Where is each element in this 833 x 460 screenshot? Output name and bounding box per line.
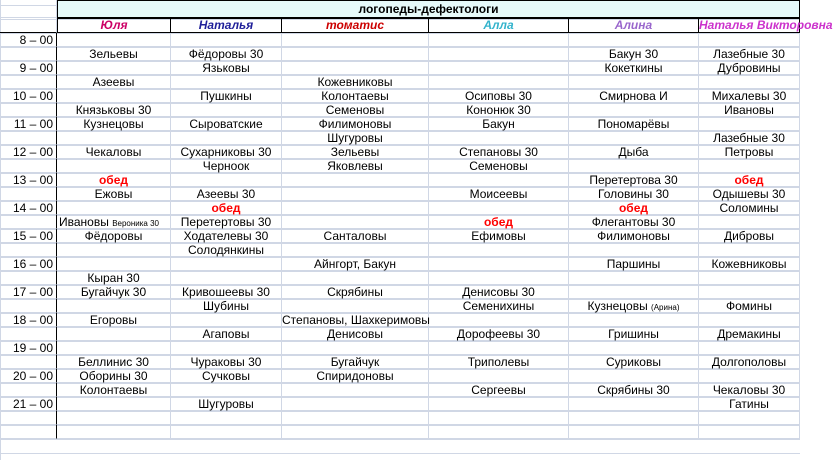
schedule-cell[interactable]: Оборины 30	[57, 369, 171, 383]
schedule-cell[interactable]	[282, 187, 429, 201]
schedule-cell[interactable]: Гришины	[569, 327, 699, 341]
schedule-cell[interactable]	[699, 243, 800, 257]
cell-note: Вероника 30	[112, 219, 160, 228]
schedule-cell[interactable]	[171, 383, 282, 397]
corner-cell[interactable]	[0, 0, 57, 18]
schedule-cell[interactable]	[282, 425, 429, 439]
schedule-cell[interactable]: Соломины	[699, 201, 800, 215]
lunch-break-cell[interactable]: обед	[429, 215, 569, 229]
schedule-cell[interactable]: Черноок	[171, 159, 282, 173]
schedule-cell[interactable]: Моисеевы	[429, 187, 569, 201]
schedule-cell[interactable]	[569, 397, 699, 411]
schedule-cell[interactable]: Денисовы	[282, 327, 429, 341]
time-cell[interactable]	[0, 271, 57, 285]
schedule-cell[interactable]	[282, 243, 429, 257]
schedule-cell[interactable]: Одышевы 30	[699, 187, 800, 201]
schedule-cell[interactable]	[699, 285, 800, 299]
schedule-cell[interactable]	[171, 411, 282, 425]
schedule-cell[interactable]: Дубровины	[699, 61, 800, 75]
schedule-cell[interactable]: Санталовы	[282, 229, 429, 243]
schedule-cell[interactable]: Шугуровы	[282, 131, 429, 145]
schedule-cell[interactable]	[429, 243, 569, 257]
schedule-cell[interactable]: Суриковы	[569, 355, 699, 369]
schedule-cell[interactable]: Пушкины	[171, 89, 282, 103]
schedule-cell[interactable]	[429, 425, 569, 439]
schedule-cell[interactable]	[282, 47, 429, 61]
schedule-cell[interactable]: Кривошеевы 30	[171, 285, 282, 299]
time-label[interactable]: 11 – 00	[0, 117, 57, 131]
time-cell[interactable]	[0, 131, 57, 145]
schedule-cell[interactable]	[57, 201, 171, 215]
schedule-cell[interactable]	[569, 313, 699, 327]
time-cell[interactable]	[0, 355, 57, 369]
column-header-5[interactable]: Алина	[569, 18, 699, 33]
schedule-cell[interactable]	[699, 271, 800, 285]
schedule-cell[interactable]	[699, 369, 800, 383]
schedule-cell[interactable]	[569, 411, 699, 425]
schedule-cell[interactable]	[57, 131, 171, 145]
schedule-cell[interactable]: Азеевы	[57, 75, 171, 89]
schedule-cell[interactable]	[282, 271, 429, 285]
schedule-cell[interactable]: Сыроватские	[171, 117, 282, 131]
schedule-cell[interactable]	[569, 285, 699, 299]
schedule-cell[interactable]	[171, 103, 282, 117]
schedule-cell[interactable]: Чекаловы 30	[699, 383, 800, 397]
schedule-cell[interactable]: Ивановы Вероника 30	[57, 215, 171, 229]
schedule-cell[interactable]	[699, 425, 800, 439]
schedule-cell[interactable]	[57, 425, 171, 439]
time-cell[interactable]	[0, 103, 57, 117]
schedule-cell[interactable]	[569, 271, 699, 285]
schedule-cell[interactable]	[699, 313, 800, 327]
schedule-cell[interactable]	[429, 341, 569, 355]
time-label[interactable]: 12 – 00	[0, 145, 57, 159]
schedule-cell[interactable]	[699, 117, 800, 131]
schedule-cell[interactable]: Триполевы	[429, 355, 569, 369]
schedule-cell[interactable]: Ивановы	[699, 103, 800, 117]
schedule-cell[interactable]	[429, 33, 569, 47]
schedule-cell[interactable]	[282, 341, 429, 355]
schedule-cell[interactable]	[429, 131, 569, 145]
schedule-cell[interactable]: Кузнецовы (Арина)	[569, 299, 699, 313]
schedule-cell[interactable]: Семеновы	[282, 103, 429, 117]
schedule-cell[interactable]: Петровы	[699, 145, 800, 159]
schedule-cell[interactable]: Язьковы	[171, 61, 282, 75]
schedule-cell[interactable]: Чураковы 30	[171, 355, 282, 369]
schedule-cell[interactable]: Долгополовы	[699, 355, 800, 369]
schedule-cell[interactable]: Филимоновы	[282, 117, 429, 131]
column-header-4[interactable]: Алла	[429, 18, 569, 33]
time-cell[interactable]	[0, 47, 57, 61]
schedule-cell[interactable]: Филимоновы	[569, 229, 699, 243]
schedule-cell[interactable]	[282, 33, 429, 47]
schedule-cell[interactable]: Кожевниковы	[699, 257, 800, 271]
schedule-cell[interactable]	[282, 299, 429, 313]
schedule-cell[interactable]	[569, 75, 699, 89]
time-cell[interactable]	[0, 187, 57, 201]
schedule-cell[interactable]	[699, 411, 800, 425]
column-header-3[interactable]: томатис	[282, 18, 429, 33]
time-label[interactable]: 18 – 00	[0, 313, 57, 327]
schedule-cell[interactable]: Спиридоновы	[282, 369, 429, 383]
schedule-cell[interactable]	[282, 383, 429, 397]
schedule-cell[interactable]: Степановы 30	[429, 145, 569, 159]
schedule-cell[interactable]	[282, 61, 429, 75]
time-label[interactable]: 10 – 00	[0, 89, 57, 103]
schedule-cell[interactable]	[171, 33, 282, 47]
time-cell[interactable]	[0, 299, 57, 313]
schedule-cell[interactable]: Азеевы 30	[171, 187, 282, 201]
schedule-cell[interactable]: Айнгорт, Бакун	[282, 257, 429, 271]
schedule-cell[interactable]: Бугайчук	[282, 355, 429, 369]
schedule-cell[interactable]	[699, 33, 800, 47]
schedule-cell[interactable]	[429, 411, 569, 425]
lunch-break-cell[interactable]: обед	[57, 173, 171, 187]
time-label[interactable]: 14 – 00	[0, 201, 57, 215]
time-label[interactable]: 9 – 00	[0, 61, 57, 75]
schedule-cell[interactable]: Сучковы	[171, 369, 282, 383]
schedule-cell[interactable]	[57, 397, 171, 411]
schedule-cell[interactable]: Фомины	[699, 299, 800, 313]
schedule-cell[interactable]: Перетертова 30	[569, 173, 699, 187]
time-cell[interactable]	[0, 215, 57, 229]
schedule-cell[interactable]	[57, 159, 171, 173]
schedule-cell[interactable]	[569, 243, 699, 257]
time-label[interactable]: 21 – 00	[0, 397, 57, 411]
schedule-cell[interactable]: Лазебные 30	[699, 131, 800, 145]
schedule-cell[interactable]: Головины 30	[569, 187, 699, 201]
schedule-cell[interactable]	[569, 159, 699, 173]
schedule-cell[interactable]: Ходателевы 30	[171, 229, 282, 243]
schedule-cell[interactable]: Яковлевы	[282, 159, 429, 173]
schedule-cell[interactable]	[429, 173, 569, 187]
schedule-cell[interactable]	[429, 61, 569, 75]
schedule-cell[interactable]	[429, 257, 569, 271]
schedule-cell[interactable]	[569, 103, 699, 117]
schedule-cell[interactable]: Михалевы 30	[699, 89, 800, 103]
schedule-cell[interactable]: Ежовы	[57, 187, 171, 201]
column-header-1[interactable]: Юля	[57, 18, 171, 33]
schedule-cell[interactable]: Смирнова И	[569, 89, 699, 103]
schedule-cell[interactable]: Сергеевы	[429, 383, 569, 397]
schedule-cell[interactable]: Агаповы	[171, 327, 282, 341]
schedule-cell[interactable]: Кожевниковы	[282, 75, 429, 89]
schedule-cell[interactable]: Семенихины	[429, 299, 569, 313]
lunch-break-cell[interactable]: обед	[569, 201, 699, 215]
schedule-cell[interactable]: Колонтаевы	[282, 89, 429, 103]
cell-note: (Арина)	[651, 303, 680, 312]
schedule-cell[interactable]: Перетертовы 30	[171, 215, 282, 229]
schedule-cell[interactable]	[57, 89, 171, 103]
schedule-cell[interactable]: Флегантовы 30	[569, 215, 699, 229]
schedule-cell[interactable]	[699, 341, 800, 355]
schedule-cell[interactable]: Скрябины 30	[569, 383, 699, 397]
schedule-cell[interactable]	[282, 173, 429, 187]
schedule-cell[interactable]	[569, 33, 699, 47]
time-label[interactable]: 20 – 00	[0, 369, 57, 383]
schedule-cell[interactable]: Денисовы 30	[429, 285, 569, 299]
schedule-cell[interactable]: Кыран 30	[57, 271, 171, 285]
schedule-cell[interactable]	[569, 341, 699, 355]
schedule-cell[interactable]	[699, 159, 800, 173]
schedule-cell[interactable]	[569, 131, 699, 145]
time-label[interactable]: 19 – 00	[0, 341, 57, 355]
time-cell[interactable]	[0, 243, 57, 257]
column-header-6[interactable]: Наталья Викторовна	[699, 18, 833, 32]
schedule-cell[interactable]	[171, 425, 282, 439]
schedule-cell[interactable]	[171, 271, 282, 285]
time-cell[interactable]	[0, 383, 57, 397]
schedule-cell[interactable]	[57, 243, 171, 257]
schedule-cell[interactable]	[429, 369, 569, 383]
schedule-cell[interactable]: Бакун 30	[569, 47, 699, 61]
time-cell[interactable]	[0, 327, 57, 341]
time-cell[interactable]	[0, 75, 57, 89]
column-header-2[interactable]: Наталья	[171, 18, 282, 33]
schedule-cell[interactable]: Паршины	[569, 257, 699, 271]
schedule-cell[interactable]: Беллинис 30	[57, 355, 171, 369]
lunch-break-cell[interactable]: обед	[699, 173, 800, 187]
time-label[interactable]: 13 – 00	[0, 173, 57, 187]
time-cell[interactable]	[0, 159, 57, 173]
schedule-cell[interactable]	[282, 201, 429, 215]
schedule-cell[interactable]: Князьковы 30	[57, 103, 171, 117]
schedule-cell[interactable]: Дремакины	[699, 327, 800, 341]
schedule-cell[interactable]: Фёдоровы 30	[171, 47, 282, 61]
schedule-cell[interactable]: Чекаловы	[57, 145, 171, 159]
lunch-break-cell[interactable]: обед	[171, 201, 282, 215]
sheet-title[interactable]: логопеды-дефектологи	[57, 0, 800, 18]
schedule-cell[interactable]	[171, 313, 282, 327]
schedule-cell[interactable]	[57, 327, 171, 341]
schedule-cell[interactable]: Степановы, Шахкеримовы	[282, 313, 430, 327]
schedule-cell[interactable]: Зельевы	[282, 145, 429, 159]
schedule-cell[interactable]	[171, 131, 282, 145]
schedule-cell[interactable]	[57, 411, 171, 425]
schedule-cell[interactable]: Колонтаевы	[57, 383, 171, 397]
schedule-cell[interactable]: Шугуровы	[171, 397, 282, 411]
schedule-cell[interactable]	[569, 425, 699, 439]
time-label[interactable]: 8 – 00	[0, 33, 57, 47]
schedule-cell[interactable]: Кузнецовы	[57, 117, 171, 131]
schedule-cell[interactable]	[282, 397, 429, 411]
schedule-cell[interactable]: Гатины	[699, 397, 800, 411]
schedule-cell[interactable]: Семеновы	[429, 159, 569, 173]
schedule-cell[interactable]: Бугайчук 30	[57, 285, 171, 299]
schedule-cell[interactable]	[57, 299, 171, 313]
schedule-cell[interactable]	[171, 173, 282, 187]
schedule-cell[interactable]	[699, 215, 800, 229]
schedule-cell[interactable]	[429, 201, 569, 215]
schedule-cell[interactable]: Ефимовы	[429, 229, 569, 243]
schedule-cell[interactable]	[57, 33, 171, 47]
time-cell[interactable]	[0, 411, 57, 425]
time-label[interactable]: 17 – 00	[0, 285, 57, 299]
schedule-cell[interactable]: Дорофеевы 30	[429, 327, 569, 341]
schedule-cell[interactable]: Дибровы	[699, 229, 800, 243]
schedule-cell[interactable]: Лазебные 30	[699, 47, 800, 61]
schedule-cell[interactable]: Зельевы	[57, 47, 171, 61]
time-label[interactable]: 16 – 00	[0, 257, 57, 271]
schedule-cell[interactable]	[569, 369, 699, 383]
schedule-cell[interactable]	[429, 313, 569, 327]
schedule-cell[interactable]: Осиповы 30	[429, 89, 569, 103]
schedule-cell[interactable]: Бакун	[429, 117, 569, 131]
schedule-cell[interactable]: Дыба	[569, 145, 699, 159]
schedule-cell[interactable]	[57, 61, 171, 75]
schedule-cell[interactable]	[282, 411, 429, 425]
schedule-cell[interactable]	[699, 75, 800, 89]
schedule-cell[interactable]	[171, 75, 282, 89]
time-label[interactable]	[0, 425, 57, 439]
schedule-cell[interactable]: Фёдоровы	[57, 229, 171, 243]
schedule-cell[interactable]: Скрябины	[282, 285, 429, 299]
schedule-cell[interactable]	[429, 397, 569, 411]
schedule-cell[interactable]	[171, 257, 282, 271]
schedule-cell[interactable]: Егоровы	[57, 313, 171, 327]
schedule-cell[interactable]: Кокеткины	[569, 61, 699, 75]
schedule-cell[interactable]: Сухарниковы 30	[171, 145, 282, 159]
schedule-cell[interactable]: Шубины	[171, 299, 282, 313]
schedule-cell[interactable]	[429, 47, 569, 61]
schedule-cell[interactable]	[429, 75, 569, 89]
schedule-cell[interactable]: Кононюк 30	[429, 103, 569, 117]
schedule-cell[interactable]: Пономарёвы	[569, 117, 699, 131]
time-label[interactable]: 15 – 00	[0, 229, 57, 243]
schedule-cell[interactable]	[57, 341, 171, 355]
schedule-cell[interactable]	[429, 271, 569, 285]
schedule-cell[interactable]	[57, 257, 171, 271]
schedule-cell[interactable]	[171, 341, 282, 355]
schedule-cell[interactable]: Солодянкины	[171, 243, 282, 257]
corner-cell[interactable]	[0, 18, 57, 33]
schedule-cell[interactable]	[282, 215, 429, 229]
